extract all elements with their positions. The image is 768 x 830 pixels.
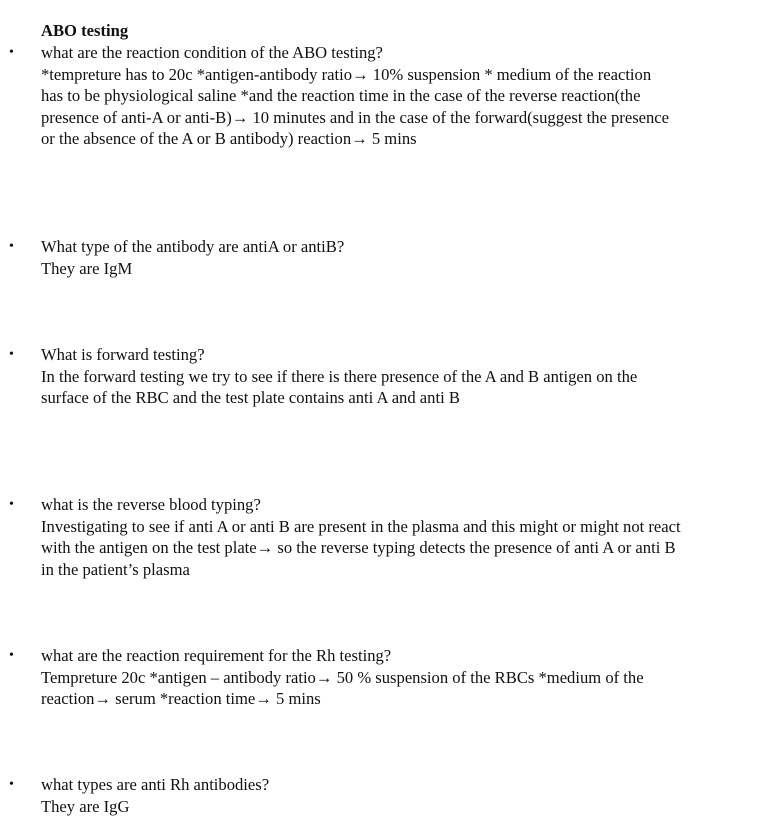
- answer-line: surface of the RBC and the test plate contains anti A and anti B: [41, 388, 460, 407]
- bullet-icon: •: [9, 648, 14, 663]
- bullet-icon: •: [9, 777, 14, 792]
- answer-line: They are IgG: [41, 796, 130, 816]
- qa-item-antibody-type: [9, 236, 761, 279]
- answer-line: *tempreture has to 20c *antigen-antibody ratio→ 10% suspension * medium of the reaction: [41, 64, 652, 84]
- qa-item-rh-requirements: [9, 645, 761, 710]
- document-title: ABO testing: [41, 21, 129, 40]
- qa-item-reverse-typing: [9, 494, 761, 580]
- question-text: what are the reaction requirement for the Rh testing?: [41, 646, 392, 665]
- question-text: what are the reaction condition of the ABO testing?: [41, 43, 383, 62]
- qa-item-reaction-conditions: [9, 42, 761, 150]
- qa-item-forward-testing: [9, 344, 761, 409]
- bullet-icon: •: [9, 347, 14, 362]
- answer-line: In the forward testing we try to see if there is there presence of the A and B antigen on the: [41, 366, 638, 386]
- bullet-icon: •: [9, 45, 14, 60]
- answer-line: reaction→ serum *reaction time→ 5 mins: [41, 689, 321, 708]
- qa-item-anti-rh-types: [9, 774, 761, 817]
- answer-line: Investigating to see if anti A or anti B are present in the plasma and this might or might not react: [41, 516, 681, 536]
- answer-line: They are IgM: [41, 258, 133, 278]
- answer-line: Tempreture 20c *antigen – antibody ratio→ 50 % suspension of the RBCs *medium of the: [41, 667, 644, 687]
- bullet-icon: •: [9, 497, 14, 512]
- answer-line: has to be physiological saline *and the reaction time in the case of the reverse reaction(the: [41, 86, 641, 105]
- question-text: what is the reverse blood typing?: [41, 495, 261, 514]
- answer-line: or the absence of the A or B antibody) reaction→ 5 mins: [41, 129, 417, 148]
- bullet-icon: •: [9, 239, 14, 254]
- question-text: What is forward testing?: [41, 345, 205, 364]
- answer-line: in the patient’s plasma: [41, 559, 190, 579]
- question-text: What type of the antibody are antiA or antiB?: [41, 237, 345, 256]
- question-text: what types are anti Rh antibodies?: [41, 775, 270, 794]
- answer-line: presence of anti-A or anti-B)→ 10 minutes and in the case of the forward(suggest the presence: [41, 107, 670, 127]
- answer-line: with the antigen on the test plate→ so the reverse typing detects the presence of anti A or anti B: [41, 538, 676, 557]
